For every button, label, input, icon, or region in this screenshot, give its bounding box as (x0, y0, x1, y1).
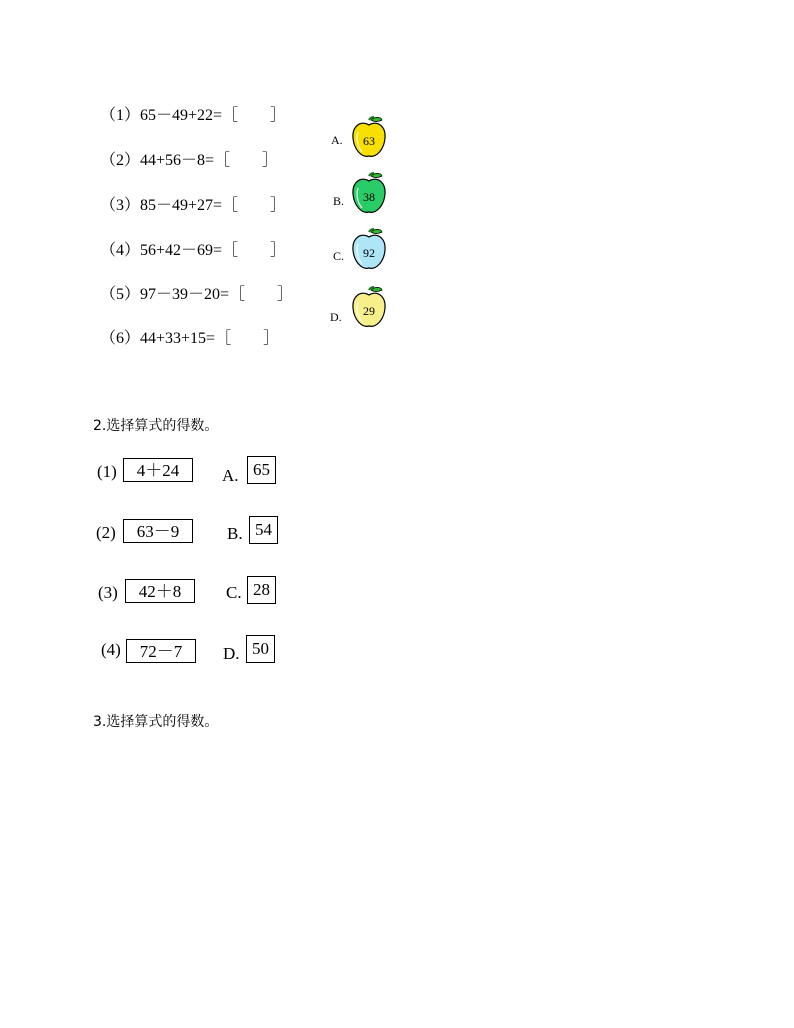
expression-box-1: 4＋24 (123, 458, 193, 482)
answer-box-a: 65 (247, 456, 276, 484)
question-label-4: (4) (101, 640, 121, 659)
apple-icon (349, 116, 389, 160)
option-letter-d: D. (330, 310, 342, 324)
equation-6: （6）44+33+15=［ ］ (100, 330, 280, 347)
equation-3: （3）85－49+27=［ ］ (100, 197, 287, 214)
answer-letter-c: C. (226, 583, 242, 602)
equation-1: （1）65－49+22=［ ］ (100, 107, 287, 124)
apple-icon (349, 172, 389, 216)
answer-letter-b: B. (227, 524, 243, 543)
option-value-a: 63 (363, 134, 375, 148)
answer-box-d: 50 (246, 635, 275, 663)
expression-box-4: 72－7 (126, 639, 196, 663)
equation-5: （5）97－39－20=［ ］ (100, 286, 294, 303)
equation-4: （4）56+42－69=［ ］ (100, 242, 287, 259)
option-value-d: 29 (363, 304, 375, 318)
question-label-1: (1) (97, 462, 117, 481)
answer-letter-d: D. (223, 644, 240, 663)
answer-box-b: 54 (249, 516, 278, 544)
apple-icon (349, 286, 389, 330)
option-letter-a: A. (331, 133, 343, 147)
option-letter-c: C. (333, 249, 345, 263)
question-label-3: (3) (98, 583, 118, 602)
option-value-b: 38 (363, 190, 375, 204)
answer-letter-a: A. (222, 466, 239, 485)
option-value-c: 92 (363, 246, 375, 260)
section-2-heading: 2.选择算式的得数。 (93, 418, 219, 434)
option-letter-b: B. (333, 194, 345, 208)
section-3-heading: 3.选择算式的得数。 (93, 714, 219, 730)
equation-2: （2）44+56－8=［ ］ (100, 152, 279, 169)
answer-box-c: 28 (247, 576, 276, 604)
expression-box-3: 42＋8 (125, 579, 195, 603)
question-label-2: (2) (96, 523, 116, 542)
apple-icon (349, 228, 389, 272)
expression-box-2: 63－9 (123, 519, 193, 543)
